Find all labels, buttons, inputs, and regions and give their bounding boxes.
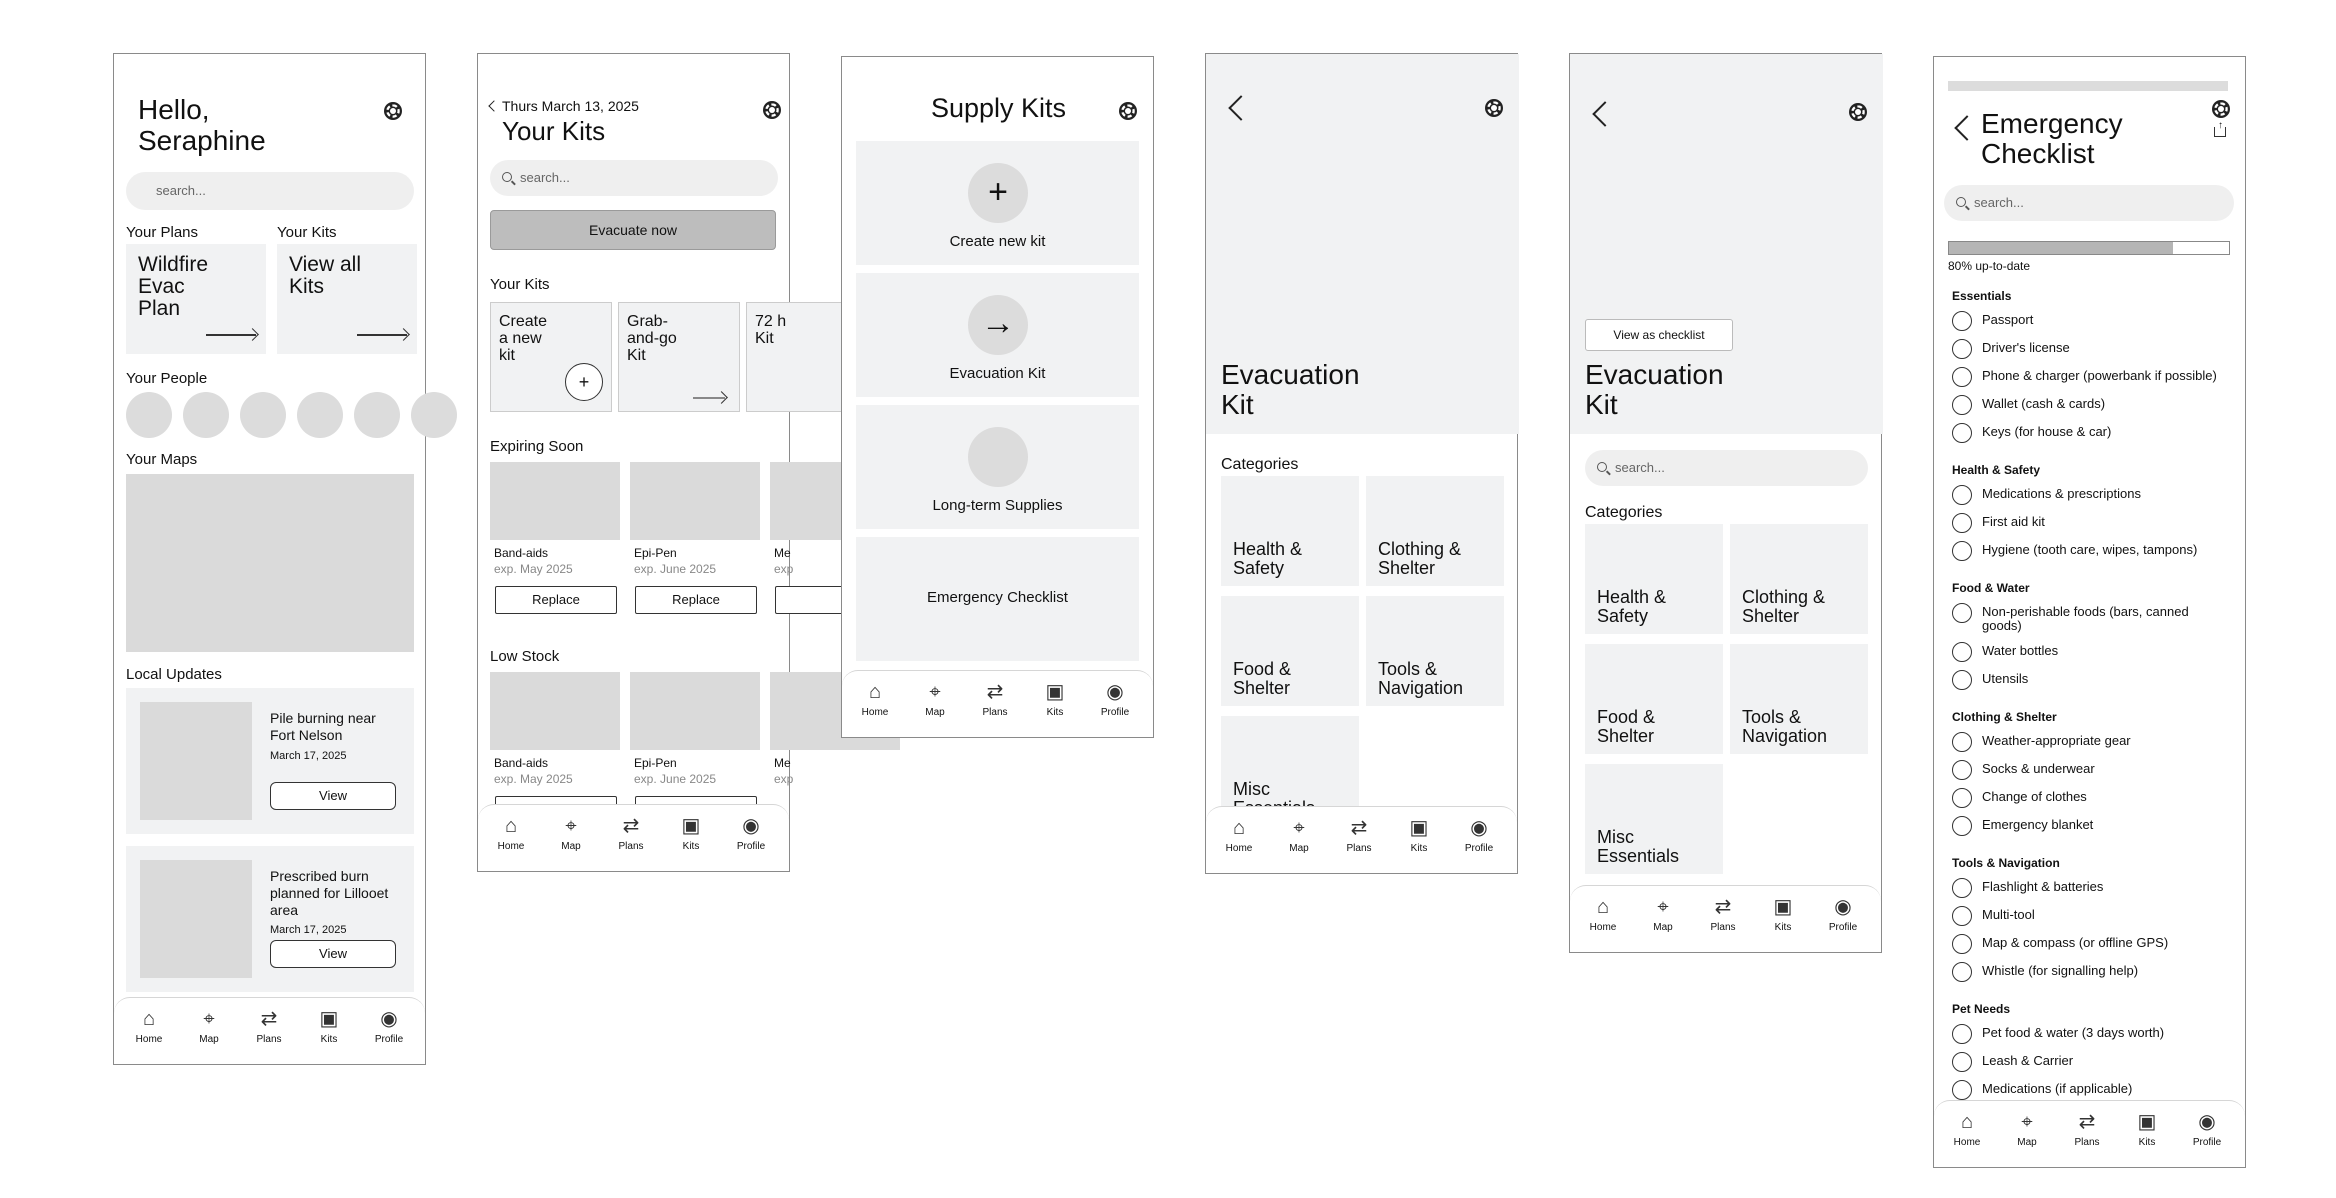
add-icon[interactable]: + [565, 363, 603, 401]
item-name: Epi-Pen [634, 546, 677, 560]
wildfire-plan-card[interactable]: Wildfire Evac Plan [126, 244, 266, 354]
checklist-body [1934, 57, 2247, 1097]
item-expiry: exp. May 2025 [494, 562, 573, 576]
checklist-item-label: Hygiene (tooth care, wipes, tampons) [1982, 542, 2198, 557]
checklist-item-label: Emergency blanket [1982, 817, 2094, 832]
settings-gear-icon[interactable] [763, 101, 781, 119]
categories-label: Categories [1221, 456, 1299, 473]
checklist-section-title: Tools & Navigation [1952, 856, 2060, 870]
route-icon: ⇄ [260, 1008, 278, 1030]
checklist-item-label: Phone & charger (powerbank if possible) [1982, 368, 2217, 383]
map-pin-icon: ⌖ [1657, 896, 1669, 918]
profile-icon: ◉ [1106, 681, 1124, 703]
progress-label: 80% up-to-date [1948, 259, 2031, 273]
update-title: Prescribed burn planned for Lillooet area [270, 868, 389, 918]
backpack-icon: ▣ [1773, 896, 1793, 918]
replace-button[interactable]: Replace [635, 586, 757, 614]
checklist-item-label: Change of clothes [1982, 789, 2087, 804]
nav-kits[interactable]: ▣ Kits [1758, 896, 1808, 933]
checklist-radio[interactable] [1952, 423, 1972, 443]
nav-profile[interactable]: ◉ Profile [726, 815, 776, 852]
map-pin-icon: ⌖ [929, 681, 941, 703]
search-input[interactable]: search... [1585, 450, 1868, 486]
bottom-nav [478, 804, 789, 871]
item-name: Me [774, 756, 791, 770]
item-name: Band-aids [494, 756, 549, 770]
checklist-item-label: Pet food & water (3 days worth) [1982, 1025, 2165, 1040]
backpack-icon: ▣ [1409, 817, 1429, 839]
expiring-soon-label: Expiring Soon [490, 438, 584, 455]
home-icon: ⌂ [1960, 1111, 1974, 1133]
evacuate-now-button[interactable]: Evacuate now [490, 210, 776, 250]
arrow-right-icon [206, 334, 256, 336]
checklist-item-label: Medications (if applicable) [1982, 1081, 2133, 1096]
checklist-radio[interactable] [1952, 962, 1972, 982]
checklist-section-title: Essentials [1952, 289, 2012, 303]
checklist-item-label: Flashlight & batteries [1982, 879, 2104, 894]
emergency-checklist-screen [1933, 56, 2246, 1168]
nav-map[interactable]: ⌖ Map [2002, 1111, 2052, 1148]
search-icon [1597, 462, 1607, 472]
checklist-radio[interactable] [1952, 906, 1972, 926]
nav-plans[interactable]: ⇄ Plans [1698, 896, 1748, 933]
page-title: Evacuation Kit [1585, 359, 1724, 420]
home-icon: ⌂ [1232, 817, 1246, 839]
page-title: Your Kits [502, 116, 606, 146]
checklist-radio[interactable] [1952, 603, 1972, 623]
category-health-safety[interactable]: Health & Safety [1585, 524, 1723, 634]
route-icon: ⇄ [1350, 817, 1368, 839]
settings-gear-icon[interactable] [1485, 99, 1503, 117]
bottom-nav [1570, 885, 1881, 952]
map-preview[interactable] [126, 474, 414, 652]
update-date: March 17, 2025 [270, 924, 347, 936]
checklist-radio[interactable] [1952, 1080, 1972, 1100]
nav-map[interactable]: ⌖ Map [910, 681, 960, 718]
categories-label: Categories [1585, 504, 1663, 521]
nav-home[interactable]: ⌂ Home [1942, 1111, 1992, 1148]
nav-map[interactable]: ⌖ Map [1274, 817, 1324, 854]
home-icon: ⌂ [868, 681, 882, 703]
nav-kits[interactable]: ▣ Kits [304, 1008, 354, 1045]
nav-home[interactable]: ⌂ Home [124, 1008, 174, 1045]
search-input[interactable]: search... [1944, 185, 2234, 221]
category-food-shelter[interactable]: Food & Shelter [1585, 644, 1723, 754]
nav-plans[interactable]: ⇄ Plans [1334, 817, 1384, 854]
profile-icon: ◉ [1470, 817, 1488, 839]
checklist-item-label: Wallet (cash & cards) [1982, 396, 2106, 411]
nav-plans[interactable]: ⇄ Plans [2062, 1111, 2112, 1148]
map-pin-icon: ⌖ [1293, 817, 1305, 839]
nav-profile[interactable]: ◉ Profile [364, 1008, 414, 1045]
nav-profile[interactable]: ◉ Profile [2182, 1111, 2232, 1148]
your-kits-label: Your Kits [490, 276, 550, 293]
nav-profile[interactable]: ◉ Profile [1090, 681, 1140, 718]
checklist-item-label: Weather-appropriate gear [1982, 733, 2131, 748]
view-button[interactable]: View [270, 940, 396, 968]
your-kits-screen [477, 53, 794, 872]
nav-kits[interactable]: ▣ Kits [666, 815, 716, 852]
update-card [126, 846, 414, 992]
supply-kits-screen [841, 56, 1154, 738]
item-image[interactable] [630, 672, 760, 750]
category-tools-navigation[interactable]: Tools & Navigation [1366, 596, 1504, 706]
item-expiry: exp. June 2025 [634, 562, 717, 576]
nav-kits[interactable]: ▣ Kits [2122, 1111, 2172, 1148]
checklist-radio[interactable] [1952, 485, 1972, 505]
your-maps-label: Your Maps [126, 451, 198, 468]
share-arrow: ↑ [2218, 120, 2223, 131]
search-input[interactable]: search... [490, 160, 778, 196]
checklist-item-label: First aid kit [1982, 514, 2045, 529]
map-pin-icon: ⌖ [203, 1008, 215, 1030]
update-card [126, 688, 414, 834]
nav-home[interactable]: ⌂ Home [1214, 817, 1264, 854]
checklist-item-label: Leash & Carrier [1982, 1053, 2074, 1068]
backpack-icon: ▣ [1045, 681, 1065, 703]
checklist-radio[interactable] [1952, 732, 1972, 752]
route-icon: ⇄ [1714, 896, 1732, 918]
evacuation-kit-screen [1205, 53, 1518, 874]
profile-icon: ◉ [1834, 896, 1852, 918]
checklist-radio[interactable] [1952, 670, 1972, 690]
backpack-icon: ▣ [2137, 1111, 2157, 1133]
backpack-icon: ▣ [681, 815, 701, 837]
checklist-item-label: Whistle (for signalling help) [1982, 963, 2139, 978]
evacuation-kit-card[interactable]: → Evacuation Kit [856, 273, 1139, 397]
checklist-item-label: Map & compass (or offline GPS) [1982, 935, 2169, 950]
your-people-label: Your People [126, 370, 208, 387]
checklist-radio[interactable] [1952, 788, 1972, 808]
item-name: Me [774, 546, 791, 560]
search-input[interactable]: search... [126, 172, 414, 210]
checklist-item-label: Medications & prescriptions [1982, 486, 2141, 501]
checklist-section-title: Pet Needs [1952, 1002, 2011, 1016]
category-clothing-shelter[interactable]: Clothing & Shelter [1366, 476, 1504, 586]
route-icon: ⇄ [622, 815, 640, 837]
update-image [140, 860, 252, 978]
settings-gear-icon[interactable] [384, 102, 402, 120]
category-tools-navigation[interactable]: Tools & Navigation [1730, 644, 1868, 754]
settings-gear-icon[interactable] [1849, 103, 1867, 121]
back-chevron-icon[interactable] [488, 100, 499, 111]
home-icon: ⌂ [142, 1008, 156, 1030]
route-icon: ⇄ [2078, 1111, 2096, 1133]
checklist-radio[interactable] [1952, 642, 1972, 662]
item-name: Band-aids [494, 546, 549, 560]
view-all-kits-card[interactable]: View all Kits [277, 244, 417, 354]
person-avatar[interactable] [240, 392, 286, 438]
map-pin-icon: ⌖ [565, 815, 577, 837]
home-icon: ⌂ [504, 815, 518, 837]
page-title: Emergency Checklist [1981, 108, 2123, 169]
checklist-radio[interactable] [1952, 816, 1972, 836]
item-image[interactable] [630, 462, 760, 540]
checklist-item-label: Water bottles [1982, 643, 2059, 658]
checklist-radio[interactable] [1952, 311, 1972, 331]
map-pin-icon: ⌖ [2021, 1111, 2033, 1133]
nav-kits[interactable]: ▣ Kits [1394, 817, 1444, 854]
nav-plans[interactable]: ⇄ Plans [970, 681, 1020, 718]
grab-and-go-kit-card[interactable]: Grab- and-go Kit [618, 302, 740, 412]
person-avatar[interactable] [126, 392, 172, 438]
checklist-item-label: Passport [1982, 312, 2034, 327]
greeting: Hello, Seraphine [138, 94, 266, 156]
create-kit-card[interactable]: Create a new kit + [490, 302, 612, 412]
checklist-radio[interactable] [1952, 541, 1972, 561]
arrow-right-icon [357, 334, 407, 336]
checklist-item-label: Utensils [1982, 671, 2029, 686]
category-clothing-shelter[interactable]: Clothing & Shelter [1730, 524, 1868, 634]
search-icon [502, 172, 512, 182]
checklist-radio[interactable] [1952, 760, 1972, 780]
your-kits-label: Your Kits [277, 224, 337, 241]
add-icon: + [968, 163, 1028, 223]
profile-icon: ◉ [380, 1008, 398, 1030]
checklist-item-label: Driver's license [1982, 340, 2070, 355]
update-image [140, 702, 252, 820]
item-image[interactable] [490, 672, 620, 750]
home-screen [113, 53, 426, 1065]
bottom-nav [1934, 1100, 2245, 1167]
bottom-nav [114, 997, 425, 1064]
local-updates-label: Local Updates [126, 666, 222, 683]
emergency-checklist-card[interactable]: Emergency Checklist [856, 537, 1139, 661]
arrow-right-circle-icon: → [968, 295, 1028, 355]
checklist-radio[interactable] [1952, 513, 1972, 533]
checklist-radio[interactable] [1952, 1052, 1972, 1072]
nav-plans[interactable]: ⇄ Plans [244, 1008, 294, 1045]
nav-profile[interactable]: ◉ Profile [1818, 896, 1868, 933]
profile-icon: ◉ [742, 815, 760, 837]
item-expiry: exp [774, 772, 794, 786]
long-term-supplies-card[interactable]: Long-term Supplies [856, 405, 1139, 529]
checklist-radio[interactable] [1952, 367, 1972, 387]
nav-home[interactable]: ⌂ Home [486, 815, 536, 852]
nav-plans[interactable]: ⇄ Plans [606, 815, 656, 852]
item-expiry: exp [774, 562, 794, 576]
checklist-radio[interactable] [1952, 878, 1972, 898]
page-title: Evacuation Kit [1221, 359, 1360, 420]
nav-map[interactable]: ⌖ Map [546, 815, 596, 852]
nav-map[interactable]: ⌖ Map [184, 1008, 234, 1045]
item-expiry: exp. June 2025 [634, 772, 717, 786]
profile-icon: ◉ [2198, 1111, 2216, 1133]
page-title: Supply Kits [930, 93, 1067, 123]
72h-kit-card[interactable]: 72 h Kit [746, 302, 868, 412]
replace-button[interactable]: Replace [495, 586, 617, 614]
route-icon: ⇄ [986, 681, 1004, 703]
view-as-checklist-button[interactable]: View as checklist [1585, 319, 1733, 351]
evacuation-kit-search-screen [1569, 53, 1882, 953]
checklist-radio[interactable] [1952, 934, 1972, 954]
update-date: March 17, 2025 [270, 750, 347, 762]
view-button[interactable]: View [270, 782, 396, 810]
placeholder-icon [968, 427, 1028, 487]
category-misc-essentials[interactable]: Misc Essentials [1585, 764, 1723, 874]
arrow-right-icon [693, 397, 725, 399]
bottom-nav [1206, 806, 1517, 873]
checklist-item-label: Multi-tool [1982, 907, 2035, 922]
person-avatar[interactable] [354, 392, 400, 438]
settings-gear-icon[interactable] [1119, 102, 1137, 120]
update-title: Pile burning near Fort Nelson [270, 710, 376, 743]
nav-kits[interactable]: ▣ Kits [1030, 681, 1080, 718]
item-image[interactable] [490, 462, 620, 540]
category-misc-essentials[interactable]: Misc [1221, 716, 1359, 826]
nav-home[interactable]: ⌂ Home [1578, 896, 1628, 933]
checklist-section-title: Health & Safety [1952, 463, 2041, 477]
item-name: Epi-Pen [634, 756, 677, 770]
checklist-radio[interactable] [1952, 1024, 1972, 1044]
bottom-nav [842, 670, 1153, 737]
nav-home[interactable]: ⌂ Home [850, 681, 900, 718]
your-plans-label: Your Plans [126, 224, 198, 241]
person-avatar[interactable] [297, 392, 343, 438]
create-new-kit-card[interactable]: + Create new kit [856, 141, 1139, 265]
category-health-safety[interactable]: Health & Safety [1221, 476, 1359, 586]
item-expiry: exp. May 2025 [494, 772, 573, 786]
checklist-radio[interactable] [1952, 395, 1972, 415]
checklist-item-label: Keys (for house & car) [1982, 424, 2112, 439]
category-food-shelter[interactable]: Food & Shelter [1221, 596, 1359, 706]
low-stock-label: Low Stock [490, 648, 560, 665]
checklist-section-title: Clothing & Shelter [1952, 710, 2057, 724]
checklist-radio[interactable] [1952, 339, 1972, 359]
person-avatar[interactable] [183, 392, 229, 438]
home-icon: ⌂ [1596, 896, 1610, 918]
checklist-item-label: Socks & underwear [1982, 761, 2095, 776]
nav-profile[interactable]: ◉ Profile [1454, 817, 1504, 854]
person-avatar[interactable] [411, 392, 457, 438]
date-label: Thurs March 13, 2025 [502, 98, 639, 114]
backpack-icon: ▣ [319, 1008, 339, 1030]
nav-map[interactable]: ⌖ Map [1638, 896, 1688, 933]
checklist-section-title: Food & Water [1952, 581, 2030, 595]
checklist-item-label: Non-perishable foods (bars, canned goods) [1982, 604, 2189, 633]
